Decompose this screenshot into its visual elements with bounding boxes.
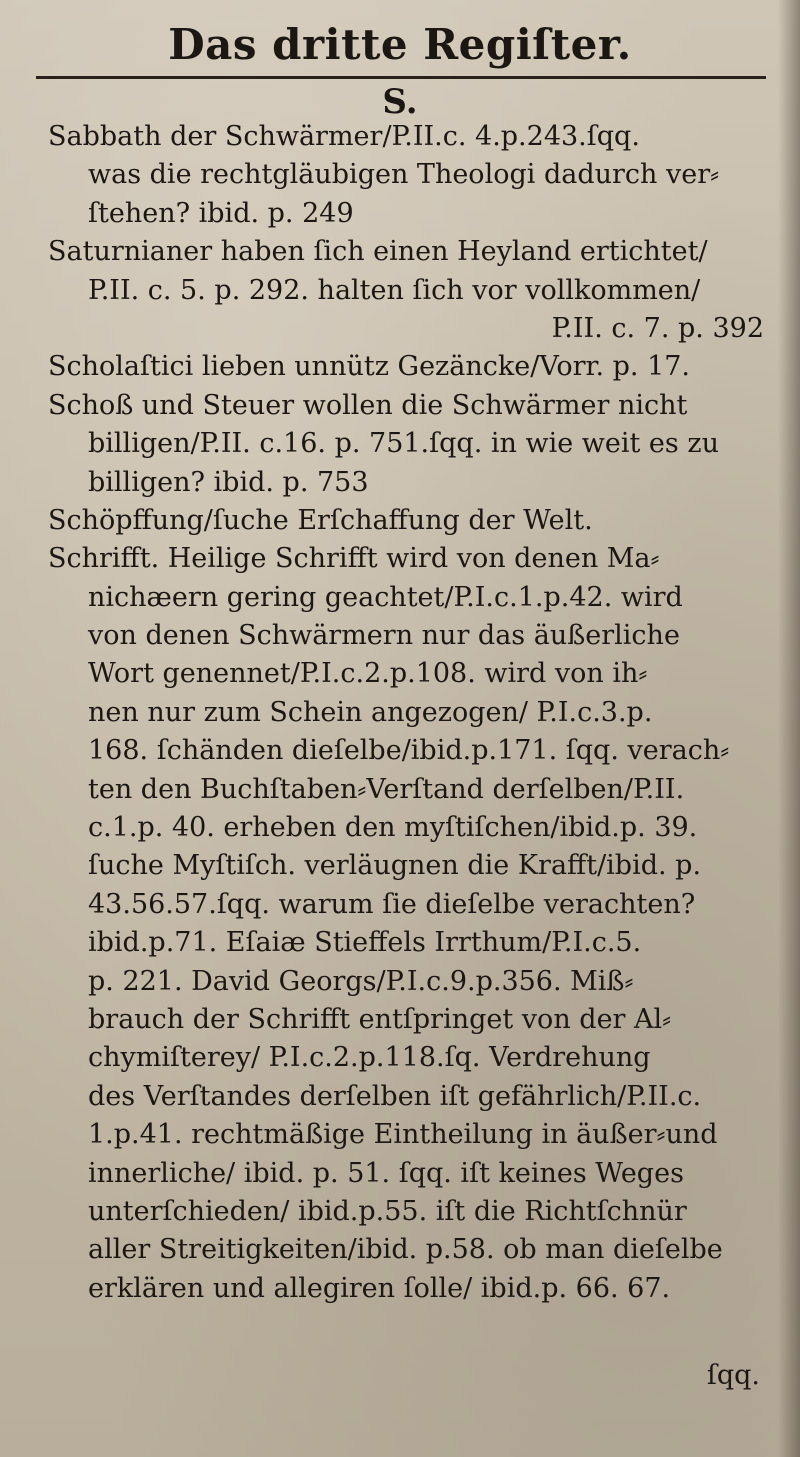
register-line: was die rechtgläubigen Theologi dadurch ver⸗ [88, 159, 720, 191]
register-line: brauch der Schrifft entſpringet von der Al⸗ [88, 1003, 672, 1035]
register-line: von denen Schwärmern nur das äußerliche [88, 620, 680, 652]
register-line: nen nur zum Schein angezogen/ P.I.c.3.p. [88, 696, 653, 728]
register-line: 43.56.57.ſqq. warum ſie dieſelbe verachten? [88, 888, 696, 920]
section-letter: S. [382, 82, 418, 122]
register-line: unterſchieden/ ibid.p.55. iſt die Richtſchnür [88, 1195, 687, 1227]
register-line: Saturnianer haben ſich einen Heyland ertichtet/ [48, 236, 708, 268]
register-line: p. 221. David Georgs/P.I.c.9.p.356. Miß⸗ [88, 965, 634, 997]
register-line: nichæern gering geachtet/P.I.c.1.p.42. wird [88, 581, 683, 613]
register-line: billigen/P.II. c.16. p. 751.ſqq. in wie weit es zu [88, 428, 719, 460]
register-line: Sabbath der Schwärmer/P.II.c. 4.p.243.ſqq. [48, 121, 640, 152]
register-line: P.II. c. 7. p. 392 [551, 312, 764, 344]
register-line: 1.p.41. rechtmäßige Eintheilung in äußer⸗und [88, 1119, 718, 1151]
register-line: Schrifft. Heilige Schrifft wird von denen Ma⸗ [48, 543, 660, 575]
running-header: Das dritte Regiſter. [168, 20, 632, 69]
page-spine-shadow [778, 0, 800, 1457]
register-line: ſuche Myſtiſch. verläugnen die Krafft/ibid. p. [88, 850, 702, 882]
catchword: ſqq. [706, 1360, 760, 1391]
register-line: ſtehen? ibid. p. 249 [88, 197, 354, 229]
register-line: ten den Buchſtaben⸗Verſtand derſelben/P.II. [88, 773, 685, 805]
register-line: Wort genennet/P.I.c.2.p.108. wird von ih⸗ [88, 658, 648, 690]
register-line: c.1.p. 40. erheben den myſtiſchen/ibid.p. 39. [88, 812, 698, 844]
register-line: billigen? ibid. p. 753 [88, 466, 369, 498]
register-entries [48, 118, 768, 1308]
register-line: aller Streitigkeiten/ibid. p.58. ob man dieſelbe [88, 1234, 723, 1266]
register-line: P.II. c. 5. p. 292. halten ſich vor vollkommen/ [88, 274, 701, 306]
register-line: ibid.p.71. Eſaiæ Stieffels Irrthum/P.I.c.5. [88, 927, 642, 959]
register-line: chymiſterey/ P.I.c.2.p.118.ſq. Verdrehung [88, 1042, 651, 1074]
header-rule [36, 76, 766, 79]
register-line: 168. ſchänden dieſelbe/ibid.p.171. ſqq. verach⸗ [88, 735, 730, 767]
register-line: Schoß und Steuer wollen die Schwärmer nicht [48, 389, 688, 421]
register-line: innerliche/ ibid. p. 51. ſqq. iſt keines Weges [88, 1157, 684, 1189]
register-line: Scholaſtici lieben unnütz Gezäncke/Vorr. p. 17. [48, 351, 691, 383]
register-line: Schöpffung/ſuche Erſchaffung der Welt. [48, 504, 593, 536]
register-line: des Verſtandes derſelben iſt gefährlich/P.II.c. [88, 1080, 702, 1112]
register-line: erklären und allegiren ſolle/ ibid.p. 66. 67. [88, 1272, 671, 1304]
